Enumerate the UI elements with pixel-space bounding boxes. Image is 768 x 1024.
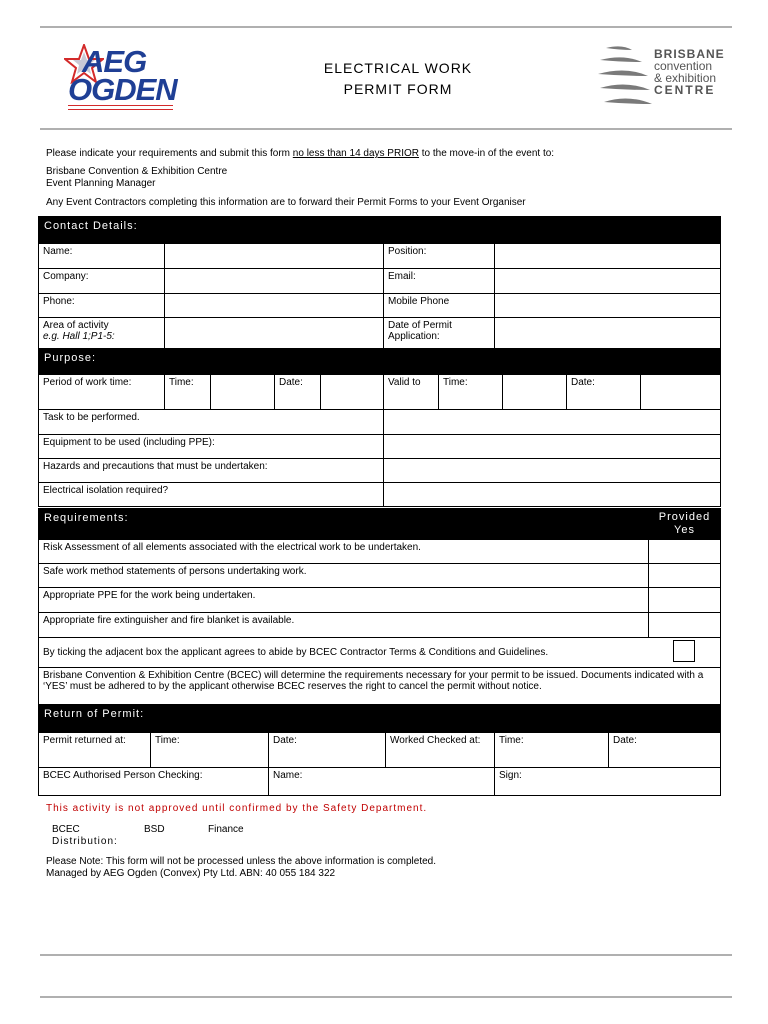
contact-details-heading: Contact Details: xyxy=(39,217,721,244)
logo-aeg-text: AEG xyxy=(82,44,147,79)
name-label: Name: xyxy=(39,244,165,269)
provided-yes-heading: Provided Yes xyxy=(649,509,721,540)
terms-agreement-label: By ticking the adjacent box the applicant agrees to abide by BCEC Contractor Terms & Conditions and Guidelines. xyxy=(39,638,649,668)
worked-checked-label: Worked Checked at: xyxy=(386,733,495,768)
equipment-label: Equipment to be used (including PPE): xyxy=(39,435,384,459)
distribution-bsd: BSD xyxy=(144,824,165,835)
intro-instruction: Please indicate your requirements and submit this form no less than 14 days PRIOR to the move-in of the event to: xyxy=(46,148,555,159)
mobile-label: Mobile Phone xyxy=(384,294,495,318)
equipment-field[interactable] xyxy=(384,435,721,459)
terms-agreement-checkbox[interactable] xyxy=(673,640,695,662)
header-rule xyxy=(40,128,732,130)
checked-time-field[interactable]: Time: xyxy=(495,733,609,768)
return-heading: Return of Permit: xyxy=(39,705,721,733)
req-swms-check[interactable] xyxy=(649,564,721,588)
purpose-heading: Purpose: xyxy=(39,349,721,375)
req-ppe: Appropriate PPE for the work being undertaken. xyxy=(39,588,649,613)
email-label: Email: xyxy=(384,269,495,294)
valid-to-label: Valid to xyxy=(384,375,439,410)
phone-label: Phone: xyxy=(39,294,165,318)
distribution-finance: Finance xyxy=(208,824,244,835)
position-field[interactable] xyxy=(495,244,721,269)
position-label: Position: xyxy=(384,244,495,269)
area-field[interactable] xyxy=(165,318,384,350)
logo-underline xyxy=(68,105,173,110)
approval-warning: This activity is not approved until confirmed by the Safety Department. xyxy=(46,803,428,814)
page-title: ELECTRICAL WORK PERMIT FORM xyxy=(323,60,473,97)
date-permit-field[interactable] xyxy=(495,318,721,350)
req-ppe-check[interactable] xyxy=(649,588,721,613)
task-label: Task to be performed. xyxy=(39,410,384,435)
req-risk-assessment: Risk Assessment of all elements associated with the electrical work to be undertaken. xyxy=(39,540,649,564)
intro-contractors-note: Any Event Contractors completing this information are to forward their Permit Forms to your Event Organiser xyxy=(46,197,526,208)
valid-date-field[interactable] xyxy=(641,375,721,410)
period-label: Period of work time: xyxy=(39,375,165,410)
purpose-table xyxy=(38,348,721,507)
bcec-logo-text: BRISBANE convention & exhibition CENTRE xyxy=(654,47,725,97)
hazards-label: Hazards and precautions that must be undertaken: xyxy=(39,459,384,483)
processing-note: Please Note: This form will not be processed unless the above information is completed. xyxy=(46,856,437,867)
req-fire-equipment-check[interactable] xyxy=(649,613,721,638)
requirements-table xyxy=(38,508,721,712)
aeg-ogden-logo xyxy=(64,44,179,110)
distribution-label: BCEC Distribution: xyxy=(52,824,118,847)
intro-address: Brisbane Convention & Exhibition Centre Event Planning Manager xyxy=(46,166,228,189)
company-label: Company: xyxy=(39,269,165,294)
contact-details-table xyxy=(38,216,721,350)
authorised-person-label: BCEC Authorised Person Checking: xyxy=(39,768,269,796)
isolation-field[interactable] xyxy=(384,483,721,507)
valid-time-field[interactable] xyxy=(503,375,567,410)
time-field[interactable] xyxy=(211,375,275,410)
return-time-field[interactable]: Time: xyxy=(151,733,269,768)
authorised-name-field[interactable]: Name: xyxy=(269,768,495,796)
req-risk-assessment-check[interactable] xyxy=(649,540,721,564)
valid-time-label: Time: xyxy=(439,375,503,410)
authorised-sign-field[interactable]: Sign: xyxy=(495,768,721,796)
name-field[interactable] xyxy=(165,244,384,269)
phone-field[interactable] xyxy=(165,294,384,318)
return-date-field[interactable]: Date: xyxy=(269,733,386,768)
footer-rule-2 xyxy=(40,996,732,998)
managed-by-note: Managed by AEG Ogden (Convex) Pty Ltd. ABN: 40 055 184 322 xyxy=(46,868,336,879)
hazards-field[interactable] xyxy=(384,459,721,483)
top-rule xyxy=(40,26,732,28)
isolation-label: Electrical isolation required? xyxy=(39,483,384,507)
bcec-logo xyxy=(598,44,738,116)
logo-ogden-text: OGDEN xyxy=(68,72,177,107)
email-field[interactable] xyxy=(495,269,721,294)
task-field[interactable] xyxy=(384,410,721,435)
time-label: Time: xyxy=(165,375,211,410)
mobile-field[interactable] xyxy=(495,294,721,318)
date-permit-label: Date of Permit Application: xyxy=(384,318,495,350)
bcec-requirements-note: Brisbane Convention & Exhibition Centre (BCEC) will determine the requirements necessary for your permit to be issued. Documents indicated with a ‘YES’ must be adhered to by the applicant otherwise BCEC reserves the right to cancel the permit without notice. xyxy=(39,668,721,712)
return-of-permit-table xyxy=(38,704,721,796)
valid-date-label: Date: xyxy=(567,375,641,410)
bcec-wave-icon xyxy=(598,44,654,114)
terms-agreement-cell xyxy=(649,638,721,668)
returned-at-label: Permit returned at: xyxy=(39,733,151,768)
date-label: Date: xyxy=(275,375,321,410)
req-fire-equipment: Appropriate fire extinguisher and fire blanket is available. xyxy=(39,613,649,638)
footer-rule-1 xyxy=(40,954,732,956)
req-swms: Safe work method statements of persons undertaking work. xyxy=(39,564,649,588)
requirements-heading: Requirements: xyxy=(39,509,649,540)
company-field[interactable] xyxy=(165,269,384,294)
area-label: Area of activity e.g. Hall 1;P1-5: xyxy=(39,318,165,350)
checked-date-field[interactable]: Date: xyxy=(609,733,721,768)
date-field[interactable] xyxy=(321,375,384,410)
